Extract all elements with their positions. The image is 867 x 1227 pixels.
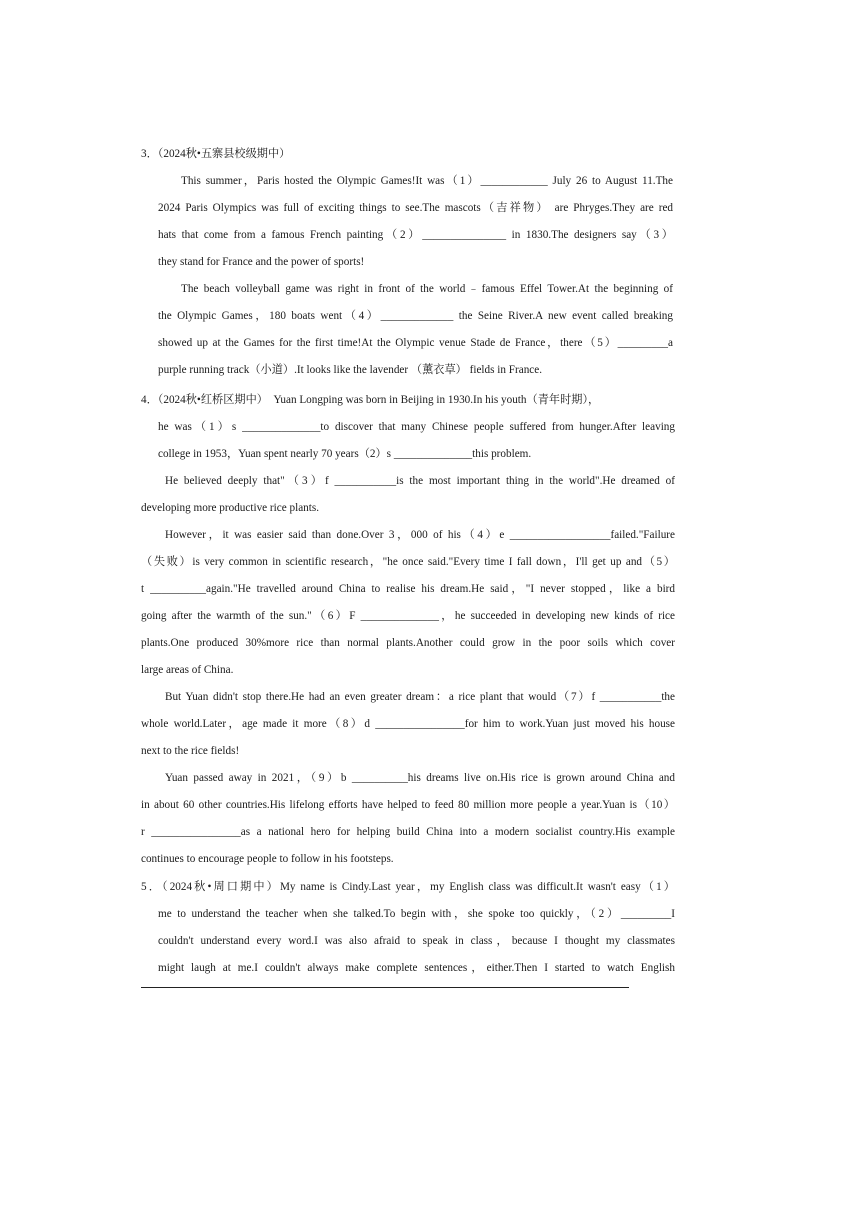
- text-line: 2024 Paris Olympics was full of exciting things to see.The mascots（吉祥物） are Phryges.They are red: [158, 202, 673, 214]
- text-line: next to the rice fields!: [141, 745, 240, 757]
- text-line: developing more productive rice plants.: [141, 502, 320, 514]
- text-line: t __________again."He travelled around China to realise his dream.He said，"I never stopped，like a bird: [141, 583, 675, 595]
- text-line: college in 1953，Yuan spent nearly 70 years（2）s ______________this problem.: [158, 448, 532, 460]
- text-line: plants.One produced 30%more rice than normal plants.Another could grow in the poor soils which cover: [141, 637, 675, 649]
- question-3: [141, 141, 673, 384]
- text-line: continues to encourage people to follow in his footsteps.: [141, 853, 394, 865]
- page-bottom-rule: [141, 987, 629, 988]
- question-4: [141, 387, 675, 873]
- text-line: he was（1）s ______________to discover that many Chinese people suffered from hunger.After leaving: [158, 421, 675, 433]
- text-line: couldn't understand every word.I was also afraid to speak in class，because I thought my classmates: [158, 935, 675, 947]
- question-5-header: 5．（2024秋•周口期中）My name is Cindy.Last year，my English class was difficult.It wasn't easy（1）: [141, 881, 675, 893]
- text-line: going after the warmth of the sun."（6）F ______________，he succeeded in developing new kinds of rice: [141, 610, 675, 622]
- text-line: in about 60 other countries.His lifelong efforts have helped to feed 80 million more people a year.Yuan is（10）: [141, 799, 675, 811]
- question-3-header: 3．（2024秋•五寨县校级期中）: [141, 148, 291, 160]
- text-line: hats that come from a famous French painting（2）_______________ in 1830.The designers say（3）: [158, 229, 673, 241]
- text-line: the Olympic Games，180 boats went（4）_____________ the Seine River.A new event called breaking: [158, 310, 673, 322]
- text-line: whole world.Later，age made it more（8）d ________________for him to work.Yuan just moved his house: [141, 718, 675, 730]
- text-line: might laugh at me.I couldn't always make complete sentences，either.Then I started to watch English: [158, 962, 675, 974]
- text-line: they stand for France and the power of sports!: [158, 256, 365, 268]
- text-line: purple running track（小道）.It looks like the lavender （薰衣草） fields in France.: [158, 364, 543, 376]
- text-line: This summer，Paris hosted the Olympic Games!It was（1）____________ July 26 to August 11.The: [181, 175, 673, 187]
- text-line: r ________________as a national hero for helping build China into a modern socialist country.His example: [141, 826, 675, 838]
- question-5: [141, 874, 675, 982]
- text-line: But Yuan didn't stop there.He had an even greater dream：a rice plant that would（7）f ___________the: [165, 691, 675, 703]
- text-line: me to understand the teacher when she talked.To begin with，she spoke too quickly，（2）_________I: [158, 908, 675, 920]
- text-line: Yuan passed away in 2021，（9）b __________his dreams live on.His rice is grown around China and: [165, 772, 675, 784]
- text-line: （失败）is very common in scientific research，"he once said."Every time I fall down，I'll get up and（5）: [141, 556, 675, 568]
- text-line: He believed deeply that"（3）f ___________is the most important thing in the world".He dreamed of: [165, 475, 675, 487]
- text-line: large areas of China.: [141, 664, 234, 676]
- text-line: The beach volleyball game was right in front of the world﹣famous Effel Tower.At the beginning of: [181, 283, 673, 295]
- text-line: showed up at the Games for the first time!At the Olympic venue Stade de France，there（5）_________a: [158, 337, 673, 349]
- text-line: However，it was easier said than done.Over 3，000 of his（4）e __________________failed."Failure: [165, 529, 675, 541]
- question-4-header: 4．（2024秋•红桥区期中） Yuan Longping was born in Beijing in 1930.In his youth（青年时期），: [141, 394, 600, 406]
